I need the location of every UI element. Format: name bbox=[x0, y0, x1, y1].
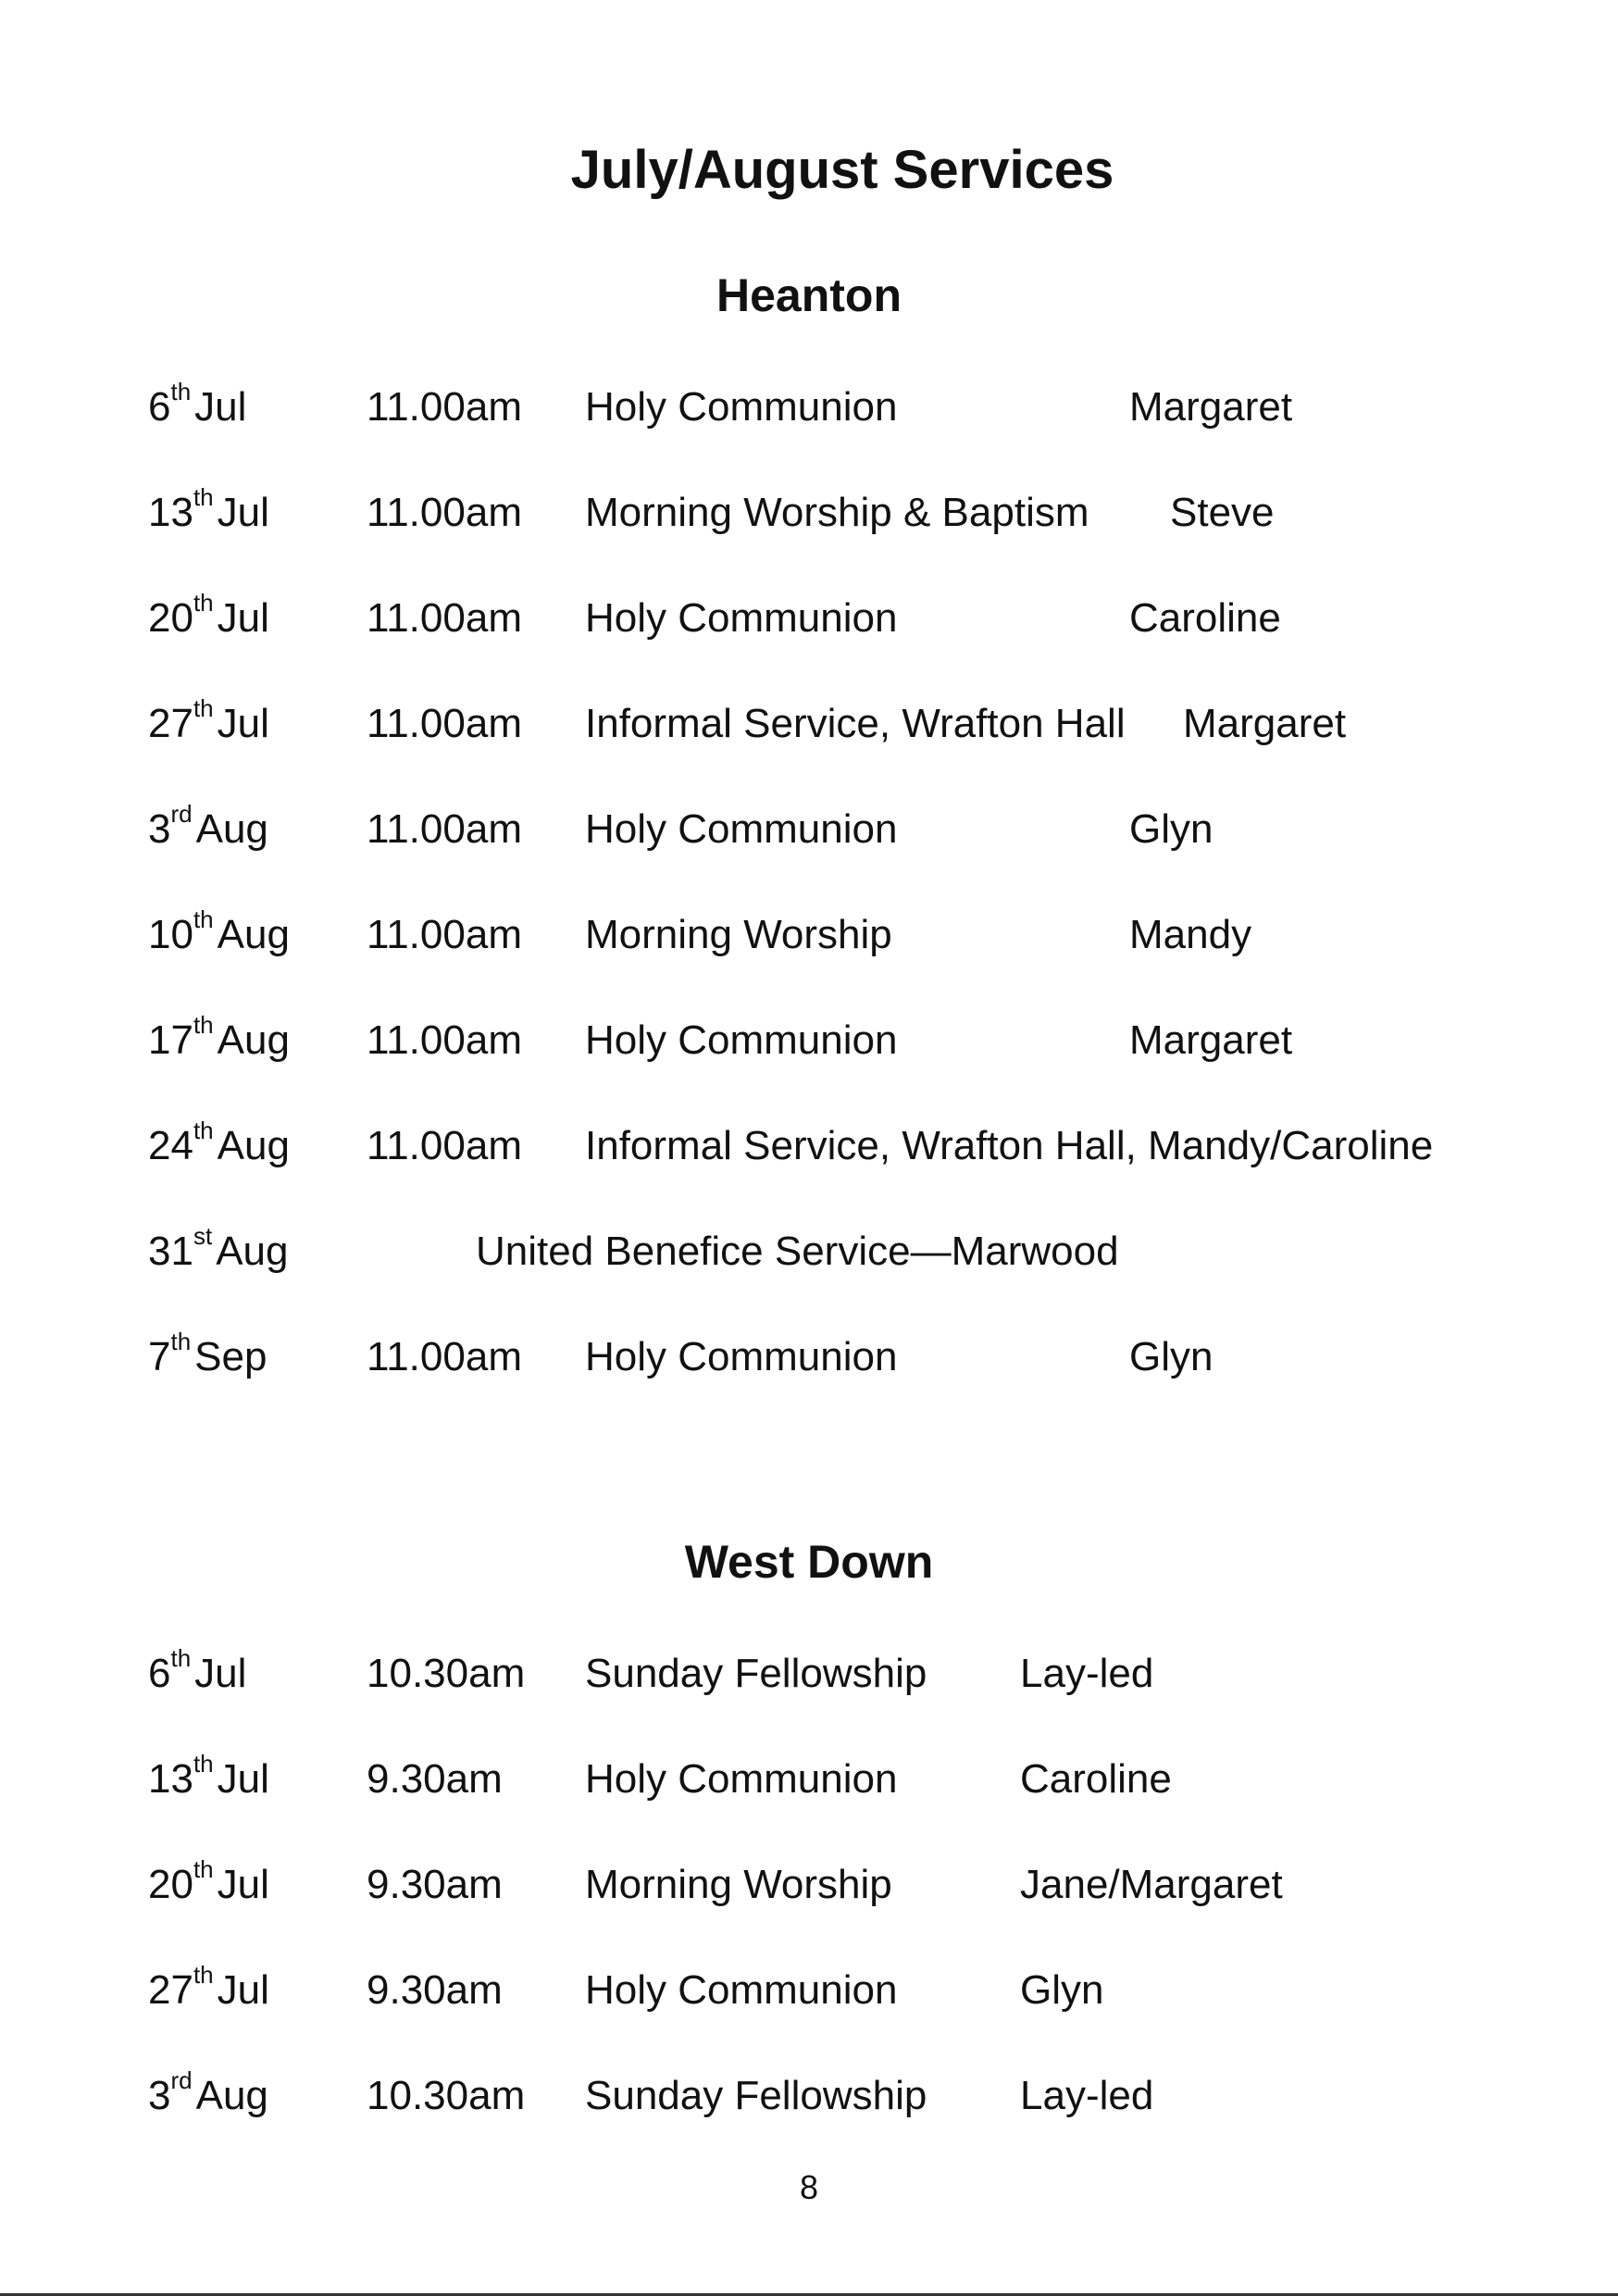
service-row bbox=[0, 591, 1618, 646]
service-time: 11.00am bbox=[367, 701, 522, 746]
service-time: 9.30am bbox=[367, 1967, 503, 2013]
page-number: 8 bbox=[799, 2168, 819, 2206]
service-leader: Margaret bbox=[1129, 1017, 1293, 1063]
service-row bbox=[0, 380, 1618, 435]
service-date: 6thJul bbox=[148, 378, 247, 430]
service-leader: Lay-led bbox=[1020, 1651, 1154, 1696]
service-type: Sunday Fellowship bbox=[585, 1651, 927, 1696]
service-date: 17thAug bbox=[148, 1011, 290, 1063]
service-date: 10thAug bbox=[148, 905, 290, 957]
service-type: Holy Communion bbox=[585, 384, 898, 430]
service-date: 3rdAug bbox=[148, 2066, 268, 2118]
service-leader: Caroline bbox=[1129, 595, 1281, 641]
service-date: 13thJul bbox=[148, 1750, 269, 1802]
service-time: 11.00am bbox=[367, 1123, 522, 1168]
service-leader: Glyn bbox=[1129, 1334, 1214, 1379]
service-date: 31stAug bbox=[148, 1222, 289, 1274]
service-time: 9.30am bbox=[367, 1862, 503, 1907]
service-time: 11.00am bbox=[367, 912, 522, 957]
page-title: July/August Services bbox=[570, 140, 1114, 200]
service-row bbox=[0, 1646, 1618, 1702]
service-row bbox=[0, 1329, 1618, 1385]
service-time: 9.30am bbox=[367, 1756, 503, 1802]
service-date: 27thJul bbox=[148, 694, 269, 746]
service-row bbox=[0, 696, 1618, 752]
service-row bbox=[0, 1963, 1618, 2018]
service-type: Morning Worship bbox=[585, 912, 892, 957]
service-type: Morning Worship bbox=[585, 1862, 892, 1907]
service-type: Holy Communion bbox=[585, 595, 898, 641]
service-row bbox=[0, 1118, 1618, 1174]
service-date: 6thJul bbox=[148, 1644, 247, 1696]
service-leader: Mandy bbox=[1129, 912, 1252, 957]
service-row bbox=[0, 1857, 1618, 1913]
service-time: 11.00am bbox=[367, 490, 522, 535]
service-time: 11.00am bbox=[367, 384, 522, 430]
service-time: 10.30am bbox=[367, 2073, 526, 2118]
service-leader: Steve bbox=[1170, 490, 1275, 535]
service-date: 24thAug bbox=[148, 1117, 290, 1168]
service-row bbox=[0, 907, 1618, 963]
section-title-west-down: West Down bbox=[684, 1536, 934, 1588]
service-type: Holy Communion bbox=[585, 806, 898, 852]
service-date: 3rdAug bbox=[148, 800, 268, 852]
service-time: 11.00am bbox=[367, 1334, 522, 1379]
service-row bbox=[0, 1013, 1618, 1068]
section-title-heanton: Heanton bbox=[716, 269, 902, 321]
service-leader: Margaret bbox=[1183, 701, 1347, 746]
service-leader: Lay-led bbox=[1020, 2073, 1154, 2118]
service-date: 7thSep bbox=[148, 1328, 268, 1379]
service-type: Sunday Fellowship bbox=[585, 2073, 927, 2118]
service-type: Morning Worship & Baptism bbox=[585, 490, 1089, 535]
service-date: 13thJul bbox=[148, 483, 269, 535]
service-type: Informal Service, Wrafton Hall, Mandy/Caroline bbox=[585, 1123, 1434, 1168]
service-type: Holy Communion bbox=[585, 1017, 898, 1063]
service-row bbox=[0, 2068, 1618, 2124]
service-type: United Benefice Service—Marwood bbox=[476, 1229, 1119, 1274]
service-row bbox=[0, 485, 1618, 541]
service-type: Informal Service, Wrafton Hall bbox=[585, 701, 1126, 746]
service-leader: Glyn bbox=[1020, 1967, 1104, 2013]
service-row bbox=[0, 1224, 1618, 1279]
service-time: 11.00am bbox=[367, 1017, 522, 1063]
service-leader: Caroline bbox=[1020, 1756, 1172, 1802]
service-time: 10.30am bbox=[367, 1651, 526, 1696]
service-date: 20thJul bbox=[148, 589, 269, 641]
service-type: Holy Communion bbox=[585, 1967, 898, 2013]
service-leader: Jane/Margaret bbox=[1020, 1862, 1283, 1907]
service-date: 27thJul bbox=[148, 1961, 269, 2013]
service-type: Holy Communion bbox=[585, 1756, 898, 1802]
service-type: Holy Communion bbox=[585, 1334, 898, 1379]
service-row bbox=[0, 802, 1618, 857]
service-row bbox=[0, 1752, 1618, 1807]
service-leader: Margaret bbox=[1129, 384, 1293, 430]
service-date: 20thJul bbox=[148, 1855, 269, 1907]
service-time: 11.00am bbox=[367, 595, 522, 641]
service-time: 11.00am bbox=[367, 806, 522, 852]
service-leader: Glyn bbox=[1129, 806, 1214, 852]
